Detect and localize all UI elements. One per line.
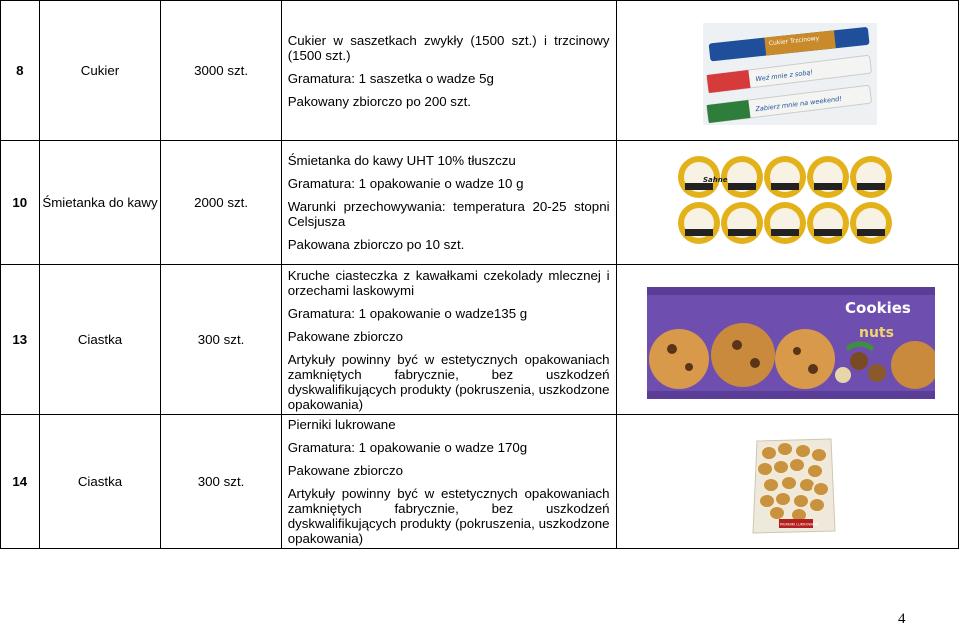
sachet-label: Cukier Trzcinowy [768, 34, 820, 48]
gingerbread-piece [781, 476, 797, 490]
product-quantity: 300 szt. [161, 265, 281, 415]
gingerbread-piece [807, 464, 823, 478]
cream-cup-band [814, 229, 842, 236]
desc-line: Kruche ciasteczka z kawałkami czekolady mlecznej i orzechami laskowymi [287, 267, 610, 298]
product-image-cell [616, 1, 958, 141]
row-number: 13 [1, 265, 40, 415]
package-brand-text: Cookies [844, 299, 911, 317]
product-quantity: 2000 szt. [161, 141, 281, 265]
gingerbread-piece [759, 494, 775, 508]
cream-cup-band [685, 229, 713, 236]
gingerbread-piece [809, 498, 825, 512]
cream-cup-band [857, 183, 885, 190]
row-number: 8 [1, 1, 40, 141]
package-flavor-text: nuts [858, 325, 894, 341]
bag-label: PIERNIKI LUKROWANE [779, 522, 819, 527]
sugar-sachets-image [703, 23, 877, 125]
product-description [281, 1, 616, 141]
product-image-cell [616, 265, 958, 415]
cup-label: Sahne [702, 176, 728, 184]
product-quantity: 3000 szt. [161, 1, 281, 141]
product-name: Cukier [39, 1, 161, 141]
gingerbread-piece [789, 458, 805, 472]
gingerbread-piece [757, 462, 773, 476]
desc-line: Pakowane zbiorczo [287, 463, 403, 478]
product-name: Ciastka [39, 415, 161, 549]
product-image-cell [616, 141, 958, 265]
cream-cup-band [771, 229, 799, 236]
product-image-cell [616, 415, 958, 549]
cookies-package-image [647, 287, 935, 399]
gingerbread-piece [813, 482, 829, 496]
product-name: Śmietanka do kawy [39, 141, 161, 265]
product-description [281, 141, 616, 265]
cream-cup-band [728, 229, 756, 236]
gingerbread-piece [777, 442, 793, 456]
gingerbread-piece [775, 492, 791, 506]
desc-line: Gramatura: 1 saszetka o wadze 5g [287, 70, 494, 86]
desc-line: Pakowany zbiorczo po 200 szt. [287, 93, 471, 109]
table-row [1, 415, 959, 549]
desc-line: Pakowane zbiorczo [287, 328, 403, 344]
desc-line: Artykuły powinny być w estetycznych opakowaniach zamkniętych fabrycznie, bez uszkodzeń dyskwalifikujących produkty (pokruszenia, uszkodzone opakowania) [287, 351, 610, 412]
gingerbread-piece [761, 446, 777, 460]
desc-line: Gramatura: 1 opakowanie o wadze135 g [287, 305, 528, 321]
row-number: 10 [1, 141, 40, 265]
gingerbread-bag-image [749, 435, 839, 537]
sachet-label: Weź mnie z sobą! [754, 68, 813, 84]
cream-cup-band [814, 183, 842, 190]
cream-cups-image [677, 155, 895, 247]
desc-line: Gramatura: 1 opakowanie o wadze 10 g [287, 176, 524, 191]
desc-line: Artykuły powinny być w estetycznych opakowaniach zamkniętych fabrycznie, bez uszkodzeń dyskwalifikujących produkty (pokruszenia, uszkodzone opakowania) [287, 486, 610, 546]
cream-cup-band [857, 229, 885, 236]
gingerbread-piece [763, 478, 779, 492]
desc-line: Cukier w saszetkach zwykły (1500 szt.) i trzcinowy (1500 szt.) [287, 32, 610, 63]
product-description [281, 415, 616, 549]
cream-cup-band [771, 183, 799, 190]
gingerbread-piece [773, 460, 789, 474]
gingerbread-piece [795, 444, 811, 458]
cream-cup-band [685, 183, 713, 190]
desc-line: Pierniki lukrowane [287, 417, 396, 432]
sachet-label: Zabierz mnie na weekend! [754, 94, 842, 114]
gingerbread-piece [793, 494, 809, 508]
desc-line: Warunki przechowywania: temperatura 20-25 stopni Celsjusza [287, 199, 610, 229]
gingerbread-piece [811, 448, 827, 462]
product-quantity: 300 szt. [161, 415, 281, 549]
table-row [1, 265, 959, 415]
table-row [1, 1, 959, 141]
product-name: Ciastka [39, 265, 161, 415]
cream-cup-band [728, 183, 756, 190]
desc-line: Śmietanka do kawy UHT 10% tłuszczu [287, 153, 516, 168]
desc-line: Pakowana zbiorczo po 10 szt. [287, 237, 465, 252]
gingerbread-piece [769, 506, 785, 520]
page-number: 4 [898, 611, 906, 627]
product-description [281, 265, 616, 415]
table-row [1, 141, 959, 265]
desc-line: Gramatura: 1 opakowanie o wadze 170g [287, 440, 528, 455]
row-number: 14 [1, 415, 40, 549]
